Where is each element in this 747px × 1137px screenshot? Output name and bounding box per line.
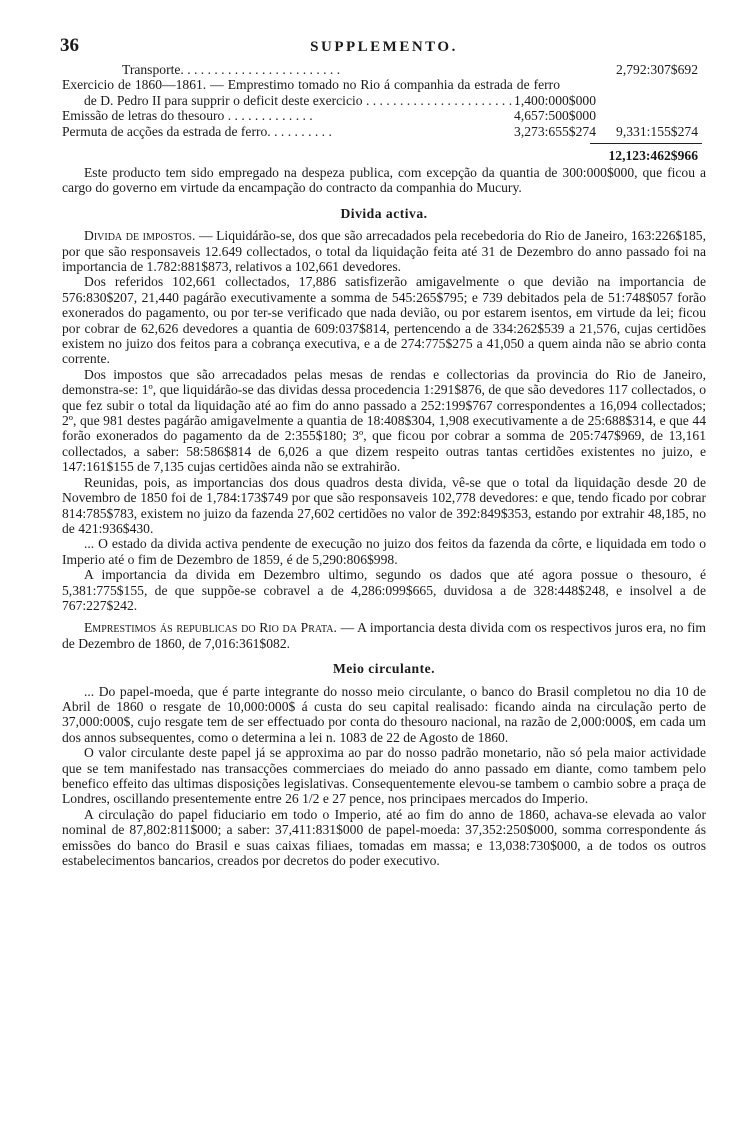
divida-impostos-lead: Divida de impostos. (84, 228, 196, 244)
divida-paragraph-5: ... O estado da divida activa pendente de execução no juizo dos feitos da fazenda da côrte, e liquidada em todo o Imperio até o fim de Dezembro de 1859, é de 5,290:806$998. (62, 536, 706, 567)
divida-paragraph-3: Dos impostos que são arrecadados pelas mesas de rendas e collectorias da provincia do Rio de Janeiro, demonstra-se: 1º, que liquidárão-se das dividas dessa procedencia 1:291$876, de que são devedores 117 collectados, o que fez subir o total da liquidação até ao fim do anno passado a 252:199$767 correspondentes a 16,094 collectados; 2º, que 981 destes pagárão amigavelmente a quantia de 18:408$304, 1,908 executivamente a de 25:688$314, e que 44 forão exonerados do pagamento da de 2:355$180; 3º, que ficou por cobrar a somma de 205:747$969, de 13,161 collectados, a saber: 58:586$814 de 6,026 a que dizem respeito outras tantas certidões existentes no juizo, e 147:161$155 de 7,135 cujas certidões ainda não se extrahirão. (62, 366, 706, 475)
ledger-row-exercicio (62, 77, 706, 108)
divida-paragraph-1-text: — Liquidárão-se, dos que são arrecadados pela recebedoria do Rio de Janeiro, 163:226$185, por que são responsaveis 12.649 collectados, o total da liquidação feita até 31 de Dezembro do anno passado foi na importancia de 1.782:881$873, relativos a 102,661 devedores. (62, 228, 706, 275)
transporte-total: 2,792:307$692 (616, 62, 698, 77)
emprestimos-lead: Emprestimos ás republicas do Rio da Prata. (84, 620, 337, 636)
permuta-label: Permuta de acções da estrada de ferro. . . . . . . . . . (62, 123, 332, 139)
divida-paragraph-1 (62, 228, 706, 274)
meio-paragraph-3: A circulação do papel fiduciario em todo o Imperio, até ao fim do anno de 1860, achava-se elevada ao valor nominal de 87,802:811$000; a saber: 37,411:831$000 de papel-moeda: 37,352:250$000, somma correspondente ás emissões do banco do Brasil e suas caixas filiaes, tomadas em massa; e 13,038:730$000, a de todos os outros estabelecimentos bancarios, creados por decretos do poder executivo. (62, 806, 706, 869)
page-number: 36 (60, 35, 79, 56)
section-heading-divida-activa: Divida activa. (340, 205, 428, 221)
section-heading-meio-circulante: Meio circulante. (332, 661, 436, 677)
exercicio-text: Exercicio de 1860—1861. — Emprestimo tomado no Rio á companhia da estrada de ferro de D. Pedro II para supprir o deficit deste exercicio . . . . . . . . . . . . . . . . . . . . . . . (62, 77, 560, 108)
ledger-table (62, 62, 706, 165)
total-rule (590, 143, 702, 144)
meio-paragraph-2: O valor circulante deste papel já se approxima ao par do nosso padrão monetario, não só pela maior actividade que se tem manifestado nas transacções commerciaes do meiado do anno passado em diante, como tambem pelo benefico effeito das ultimas disposições legislativas. Consequentemente elevou-se tambem o cambio sobre a praça de Londres, oscillando presentemente entre 26 1/2 e 27 pence, nos principaes mercados do Imperio. (62, 745, 706, 807)
divida-paragraph-7-text: — A importancia desta divida com os respectivos juros era, no fim de Dezembro de 1860, de 7,016:361$082. (62, 620, 706, 651)
ledger-row-transporte (62, 62, 706, 77)
meio-paragraph-1: ... Do papel-moeda, que é parte integrante do nosso meio circulante, o banco do Brasil completou no dia 10 de Abril de 1860 o resgate de 10,000:000$ á custa do seu capital realisado: ficando ainda na circulação perto de 37,000:000$, cujo resgate tem de ser effectuado por conta do thesouro nacional, na razão de 2,000:000$, em cada um dos annos subsequentes, como o determina a lei n. 1083 de 22 de Agosto de 1860. (62, 683, 706, 745)
exercicio-amount: 1,400:000$000 (514, 92, 596, 108)
page-header (60, 35, 706, 62)
permuta-amount: 3,273:655$274 (514, 123, 596, 139)
running-title: SUPPLEMENTO. (310, 39, 458, 55)
permuta-total: 9,331:155$274 (616, 123, 698, 139)
ledger-grand-total-row (62, 145, 706, 165)
divida-paragraph-4: Reunidas, pois, as importancias dos dous quadros desta divida, vê-se que o total da liquidação desde 20 de Novembro de 1850 foi de 1,784:173$749 por que são responsaveis 102,778 devedores: e que, tendo ficado por cobrar 814:785$783, existem no juizo da fazenda 27,602 certidões no valor de 392:849$353, estando por extrahir 48,185, no de 421:936$430. (62, 474, 706, 536)
divida-paragraph-2: Dos referidos 102,661 collectados, 17,886 satisfizerão amigavelmente o que devião na importancia de 576:830$207, 21,440 pagárão executivamente a somma de 545:265$795; e 739 debitados pela de 51:748$057 forão exonerados do pagamento, ou por ter-se verificado que nada devião, ou por estarem isentos, em virtude da lei; ficou por cobrar de 62,626 devedores a quantia de 609:037$814, pertencendo a de 334:262$539 a 21,576, cujas certidões existem no juizo dos feitos para a cobrança executiva, e a de 274:775$275 a 41,050 a quem ainda não se abrio conta corrente. (62, 274, 706, 367)
emissao-amount: 4,657:500$000 (514, 108, 596, 124)
ledger-row-permuta (62, 124, 706, 139)
intro-paragraph: Este producto tem sido empregado na despeza publica, com excepção da quantia de 300:000$000, que ficou a cargo do governo em virtude da encampação do contracto da companhia do Mucury. (62, 164, 706, 196)
document-page (60, 35, 706, 869)
emissao-label: Emissão de letras do thesouro . . . . . . . . . . . . . (62, 108, 313, 124)
divida-paragraph-7 (62, 620, 706, 651)
grand-total: 12,123:462$966 (608, 147, 698, 163)
divida-paragraph-6: A importancia da divida em Dezembro ultimo, segundo os dados que até agora possue o thesouro, é 5,381:775$155, de que suppõe-se cobravel a de 4,286:099$665, duvidosa a de 328:448$248, e insolvel a de 767:227$242. (62, 567, 706, 613)
ledger-row-emissao (62, 108, 706, 123)
transporte-label: Transporte. . . . . . . . . . . . . . . . . . . . . . . . (122, 62, 341, 77)
